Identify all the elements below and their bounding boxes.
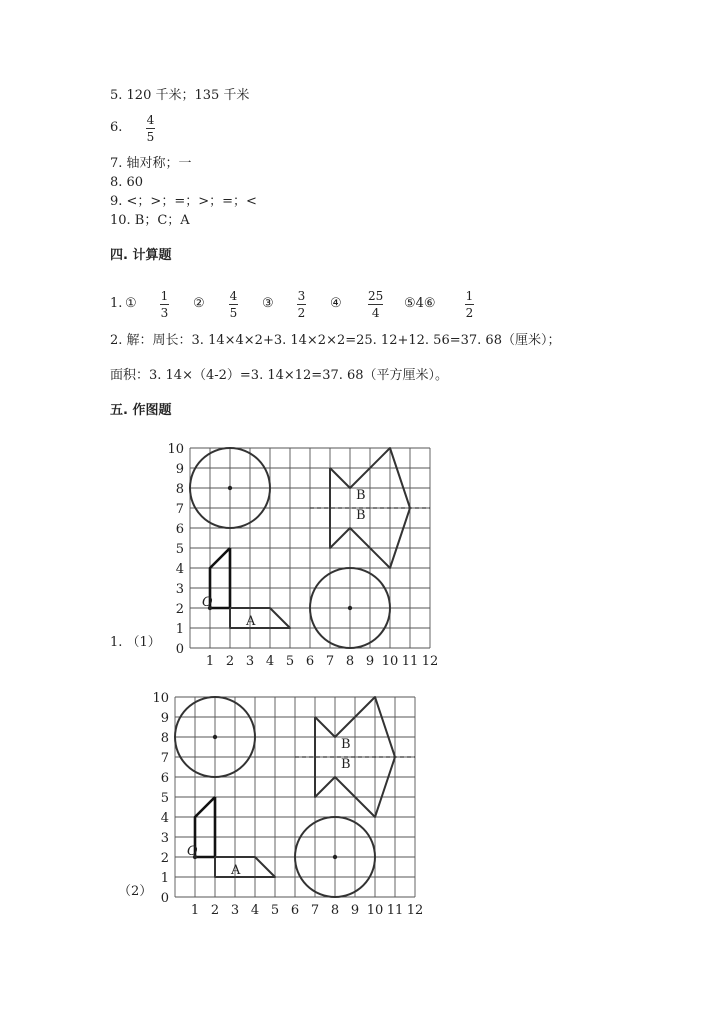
calc-q1-mark: ③: [262, 296, 274, 311]
answer-7: 7. 轴对称；一: [110, 156, 192, 171]
x-tick-label: 5: [270, 903, 280, 917]
shape-b-label-top: B: [341, 737, 351, 752]
x-tick-label: 12: [406, 903, 424, 917]
fraction-denominator: 5: [146, 130, 155, 144]
y-tick-label: 8: [160, 731, 169, 746]
x-tick-label: 8: [345, 654, 355, 668]
x-tick-label: 3: [230, 903, 240, 917]
x-tick-label: 9: [365, 654, 375, 668]
shape-b-label-top: B: [356, 488, 366, 503]
x-tick-label: 4: [265, 654, 275, 668]
fraction-numerator: 4: [146, 113, 155, 127]
fraction-numerator: 1: [160, 289, 169, 303]
calc-q1-mark: ④: [330, 296, 342, 311]
x-tick-label: 10: [381, 654, 399, 668]
point-o-label: O: [202, 595, 213, 610]
circle-center-dot: [228, 486, 232, 490]
x-tick-label: 2: [210, 903, 220, 917]
origin-label: 0: [160, 891, 169, 906]
shape-a-label: A: [231, 863, 241, 878]
fraction-denominator: 2: [297, 306, 306, 320]
calc-q1-mark: ②: [193, 296, 205, 311]
fraction-numerator: 4: [229, 289, 238, 303]
shape-a-trapezoid: [230, 608, 290, 628]
coordinate-grid-1: [150, 438, 450, 668]
x-tick-label: 6: [290, 903, 300, 917]
calc-q1-prefix: 1.: [110, 296, 123, 311]
y-tick-label: 1: [160, 871, 169, 886]
shape-l-polygon: [195, 797, 215, 857]
x-tick-label: 4: [250, 903, 260, 917]
y-tick-label: 9: [160, 711, 169, 726]
y-tick-label: 6: [175, 522, 184, 537]
fraction-denominator: 5: [229, 306, 238, 320]
fraction-numerator: 25: [368, 289, 384, 303]
circle-center-dot: [333, 855, 337, 859]
x-tick-label: 11: [401, 654, 419, 668]
x-tick-label: 12: [421, 654, 439, 668]
calc-q2-area: 面积：3. 14×（4-2）=3. 14×12=37. 68（平方厘米）。: [110, 368, 449, 383]
x-tick-label: 3: [245, 654, 255, 668]
fraction-denominator: 2: [465, 306, 474, 320]
figure-2-label: （2）: [118, 884, 153, 899]
answer-9: 9. <；>；=；>；=；<: [110, 194, 257, 209]
y-tick-label: 3: [175, 582, 184, 597]
fraction-denominator: 3: [160, 306, 169, 320]
x-tick-label: 6: [305, 654, 315, 668]
y-tick-label: 7: [175, 502, 184, 517]
x-tick-label: 10: [366, 903, 384, 917]
figure-1-label: 1. （1）: [110, 635, 161, 650]
x-tick-label: 11: [386, 903, 404, 917]
y-tick-label: 2: [175, 602, 184, 617]
calc-q2-perimeter: 2. 解：周长：3. 14×4×2+3. 14×2×2=25. 12+12. 56=37. 68（厘米）；: [110, 333, 561, 348]
shape-b-label-bottom: B: [341, 757, 351, 772]
fraction-numerator: 3: [297, 289, 306, 303]
shape-a-label: A: [246, 614, 256, 629]
y-tick-label: 6: [160, 771, 169, 786]
x-tick-label: 5: [285, 654, 295, 668]
point-o-label: O: [187, 844, 198, 859]
y-tick-label: 10: [152, 691, 169, 706]
answer-5: 5. 120 千米；135 千米: [110, 88, 250, 103]
calc-q1-mark: ①: [125, 296, 137, 311]
calc-q1-fraction: [465, 289, 474, 320]
calc-q1-fraction: [160, 289, 169, 320]
answer-8: 8. 60: [110, 175, 144, 190]
y-tick-label: 2: [160, 851, 169, 866]
y-tick-label: 7: [160, 751, 169, 766]
x-tick-label: 1: [205, 654, 215, 668]
answer-10: 10. B；C；A: [110, 213, 190, 228]
circle-center-dot: [213, 735, 217, 739]
origin-label: 0: [175, 642, 184, 657]
fraction-denominator: 4: [371, 306, 380, 320]
circle-center-dot: [348, 606, 352, 610]
x-tick-label: 9: [350, 903, 360, 917]
x-tick-label: 8: [330, 903, 340, 917]
section-5-title: 五. 作图题: [110, 403, 172, 418]
y-tick-label: 1: [175, 622, 184, 637]
fraction-numerator: 1: [465, 289, 474, 303]
calc-q1-fraction: [229, 289, 238, 320]
answer-6-fraction: [146, 113, 155, 144]
x-tick-label: 7: [310, 903, 320, 917]
x-tick-label: 2: [225, 654, 235, 668]
calc-q1-fraction: [368, 289, 383, 320]
y-tick-label: 10: [167, 442, 184, 457]
shape-b-label-bottom: B: [356, 508, 366, 523]
section-4-title: 四. 计算题: [110, 248, 172, 263]
y-tick-label: 9: [175, 462, 184, 477]
y-tick-label: 3: [160, 831, 169, 846]
y-tick-label: 5: [160, 791, 169, 806]
calc-q1-fraction: [297, 289, 306, 320]
y-tick-label: 8: [175, 482, 184, 497]
x-tick-label: 1: [190, 903, 200, 917]
y-tick-label: 4: [175, 562, 184, 577]
calc-q1-mark: ⑤4⑥: [404, 296, 436, 311]
shape-a-trapezoid: [215, 857, 275, 877]
y-tick-label: 4: [160, 811, 169, 826]
y-tick-label: 5: [175, 542, 184, 557]
coordinate-grid-2: [135, 687, 435, 917]
x-tick-label: 7: [325, 654, 335, 668]
answer-6-label: 6.: [110, 120, 123, 135]
shape-l-polygon: [210, 548, 230, 608]
